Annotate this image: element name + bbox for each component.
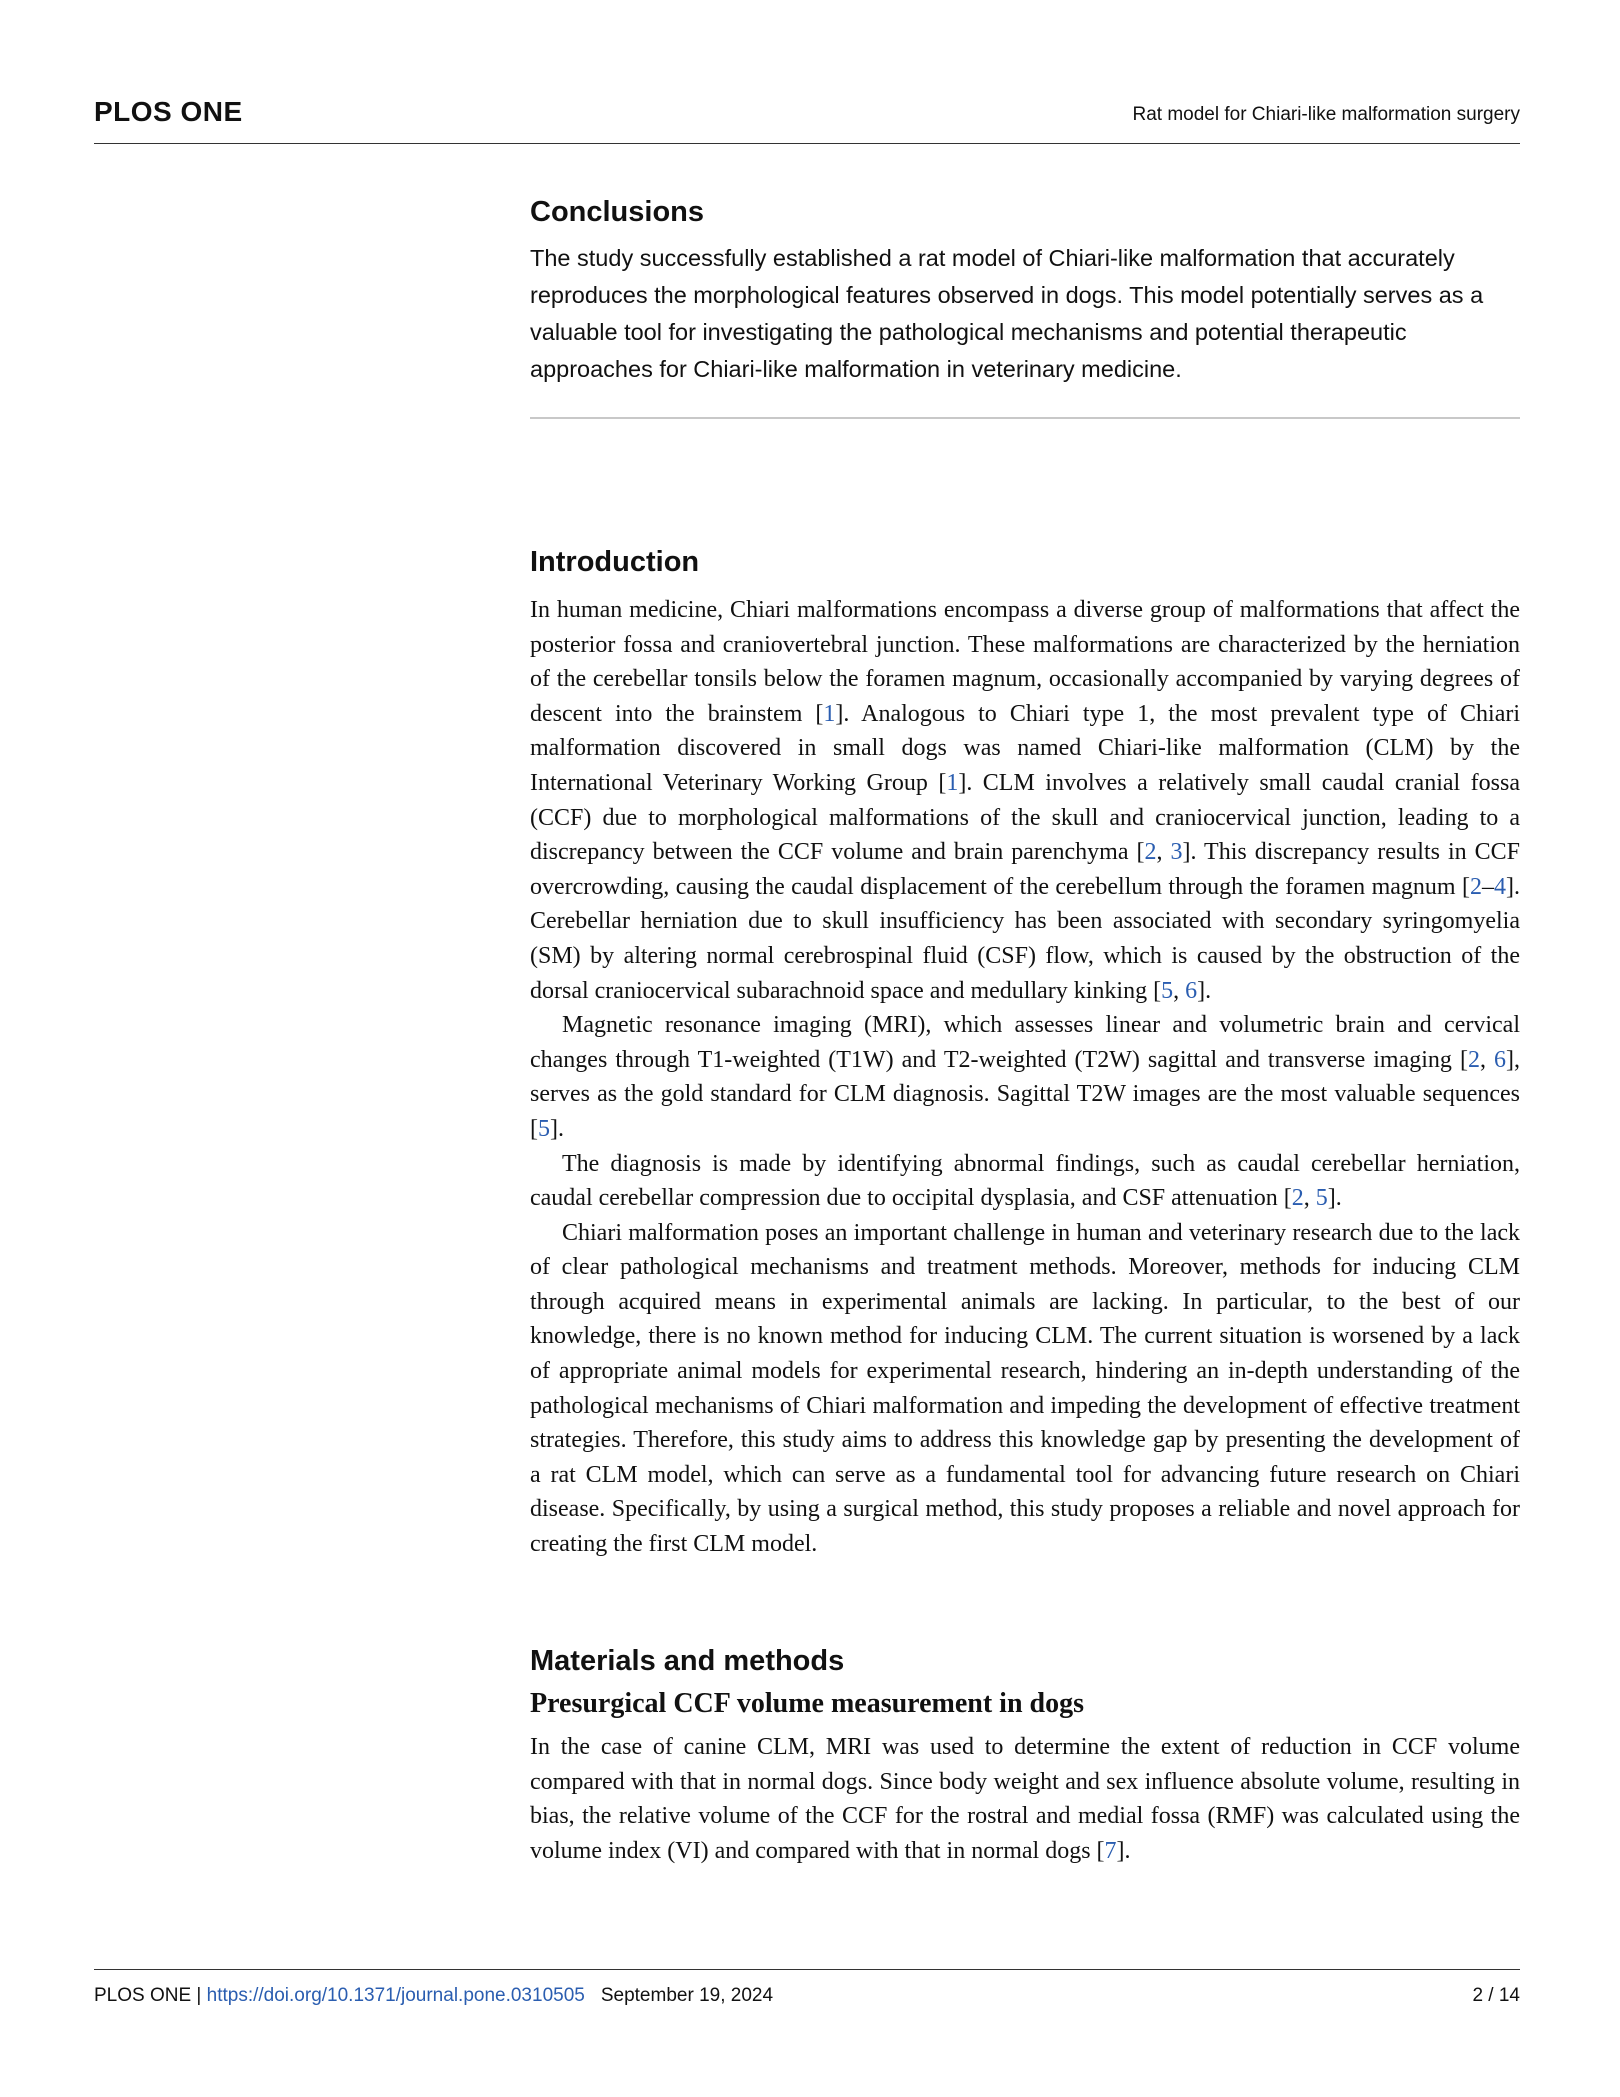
citation-link[interactable]: 5 [1315, 1185, 1328, 1212]
citation-link[interactable]: 4 [1494, 873, 1506, 900]
citation-link[interactable]: 6 [1185, 977, 1198, 1004]
footer-journal: PLOS ONE | [94, 1985, 207, 2006]
introduction-heading: Introduction [530, 546, 700, 578]
methods-heading: Materials and methods [530, 1645, 845, 1677]
intro-paragraph-2: Magnetic resonance imaging (MRI), which assesses linear and volumetric brain and cervical changes through T1-weighted (T1W) and T2-weighted (T2W) sagittal and transverse imaging [2, 6], serves as the gold standard for CLM diagnosis. Sagittal T2W images are the most valuable sequences [5]. [530, 1012, 1520, 1142]
intro-paragraph-4: Chiari malformation poses an important challenge in human and veterinary research due to the lack of clear pathological mechanisms and treatment methods. Moreover, methods for inducing CLM through acquired means in experimental animals are lacking. In particular, to the best of our knowledge, there is no known method for inducing CLM. The current situation is worsened by a lack of appropriate animal models for experimental research, hindering an in-depth understanding of the pathological mechanisms of Chiari malformation and impeding the development of effective treatment strategies. Therefore, this study aims to address this knowledge gap by presenting the development of a rat CLM model, which can serve as a fundamental tool for advancing future research on Chiari disease. Specifically, by using a surgical method, this study proposes a reliable and novel approach for creating the first CLM model. [530, 1219, 1520, 1558]
citation-link[interactable]: 2 [1467, 1046, 1480, 1073]
citation-link[interactable]: 5 [1161, 977, 1174, 1004]
header-divider [94, 143, 1520, 144]
footer [94, 1985, 773, 2007]
running-title: Rat model for Chiari-like malformation surgery [1132, 104, 1520, 125]
footer-divider [94, 1969, 1520, 1970]
journal-name: PLOS ONE [94, 96, 243, 127]
methods-section [530, 1645, 1520, 1868]
section-divider [530, 417, 1520, 419]
doi-link[interactable]: https://doi.org/10.1371/journal.pone.0310505 [206, 1985, 585, 2006]
methods-paragraph-1: In the case of canine CLM, MRI was used to determine the extent of reduction in CCF volume compared with that in normal dogs. Since body weight and sex influence absolute volume, resulting in bias, the relative volume of the CCF for the rostral and medial fossa (RMF) was calculated using the volume index (VI) and compared with that in normal dogs [7]. [530, 1734, 1520, 1864]
page-number: 2 / 14 [1472, 1985, 1520, 2006]
introduction-section [530, 546, 1520, 1562]
citation-link[interactable]: 2 [1470, 873, 1482, 900]
citation-link[interactable]: 2 [1144, 839, 1157, 866]
conclusions-section [530, 196, 1520, 388]
conclusions-text: The study successfully established a rat model of Chiari-like malformation that accurately reproduces the morphological features observed in dogs. This model potentially serves as a valuable tool for investigating the pathological mechanisms and potential therapeutic approaches for Chiari-like malformation in veterinary medicine. [530, 245, 1484, 382]
citation-link[interactable]: 1 [946, 769, 959, 796]
methods-subheading: Presurgical CCF volume measurement in dogs [530, 1688, 1084, 1719]
conclusions-heading: Conclusions [530, 196, 705, 228]
citation-link[interactable]: 5 [538, 1115, 550, 1142]
citation-link[interactable]: 7 [1104, 1837, 1117, 1864]
intro-paragraph-1: In human medicine, Chiari malformations encompass a diverse group of malformations that affect the posterior fossa and craniovertebral junction. These malformations are characterized by the herniation of the cerebellar tonsils below the foramen magnum, occasionally accompanied by varying degrees of descent into the brainstem [1]. Analogous to Chiari type 1, the most prevalent type of Chiari malformation discovered in small dogs was named Chiari-like malformation (CLM) by the International Veterinary Working Group [1]. CLM involves a relatively small caudal cranial fossa (CCF) due to morphological malformations of the skull and craniocervical junction, leading to a discrepancy between the CCF volume and brain parenchyma [2, 3]. This discrepancy results in CCF overcrowding, causing the caudal displacement of the cerebellum through the foramen magnum [2–4]. Cerebellar herniation due to skull insufficiency has been associated with secondary syringomyelia (SM) by altering normal cerebrospinal fluid (CSF) flow, which is caused by the obstruction of the dorsal craniocervical subarachnoid space and medullary kinking [5, 6]. [530, 597, 1521, 1004]
citation-link[interactable]: 3 [1170, 839, 1183, 866]
citation-link[interactable]: 6 [1494, 1046, 1506, 1073]
publication-date: September 19, 2024 [600, 1985, 774, 2006]
citation-link[interactable]: 2 [1291, 1185, 1304, 1212]
citation-link[interactable]: 1 [823, 700, 836, 727]
intro-paragraph-3: The diagnosis is made by identifying abnormal findings, such as caudal cerebellar herniation, caudal cerebellar compression due to occipital dysplasia, and CSF attenuation [2, 5]. [530, 1150, 1520, 1212]
